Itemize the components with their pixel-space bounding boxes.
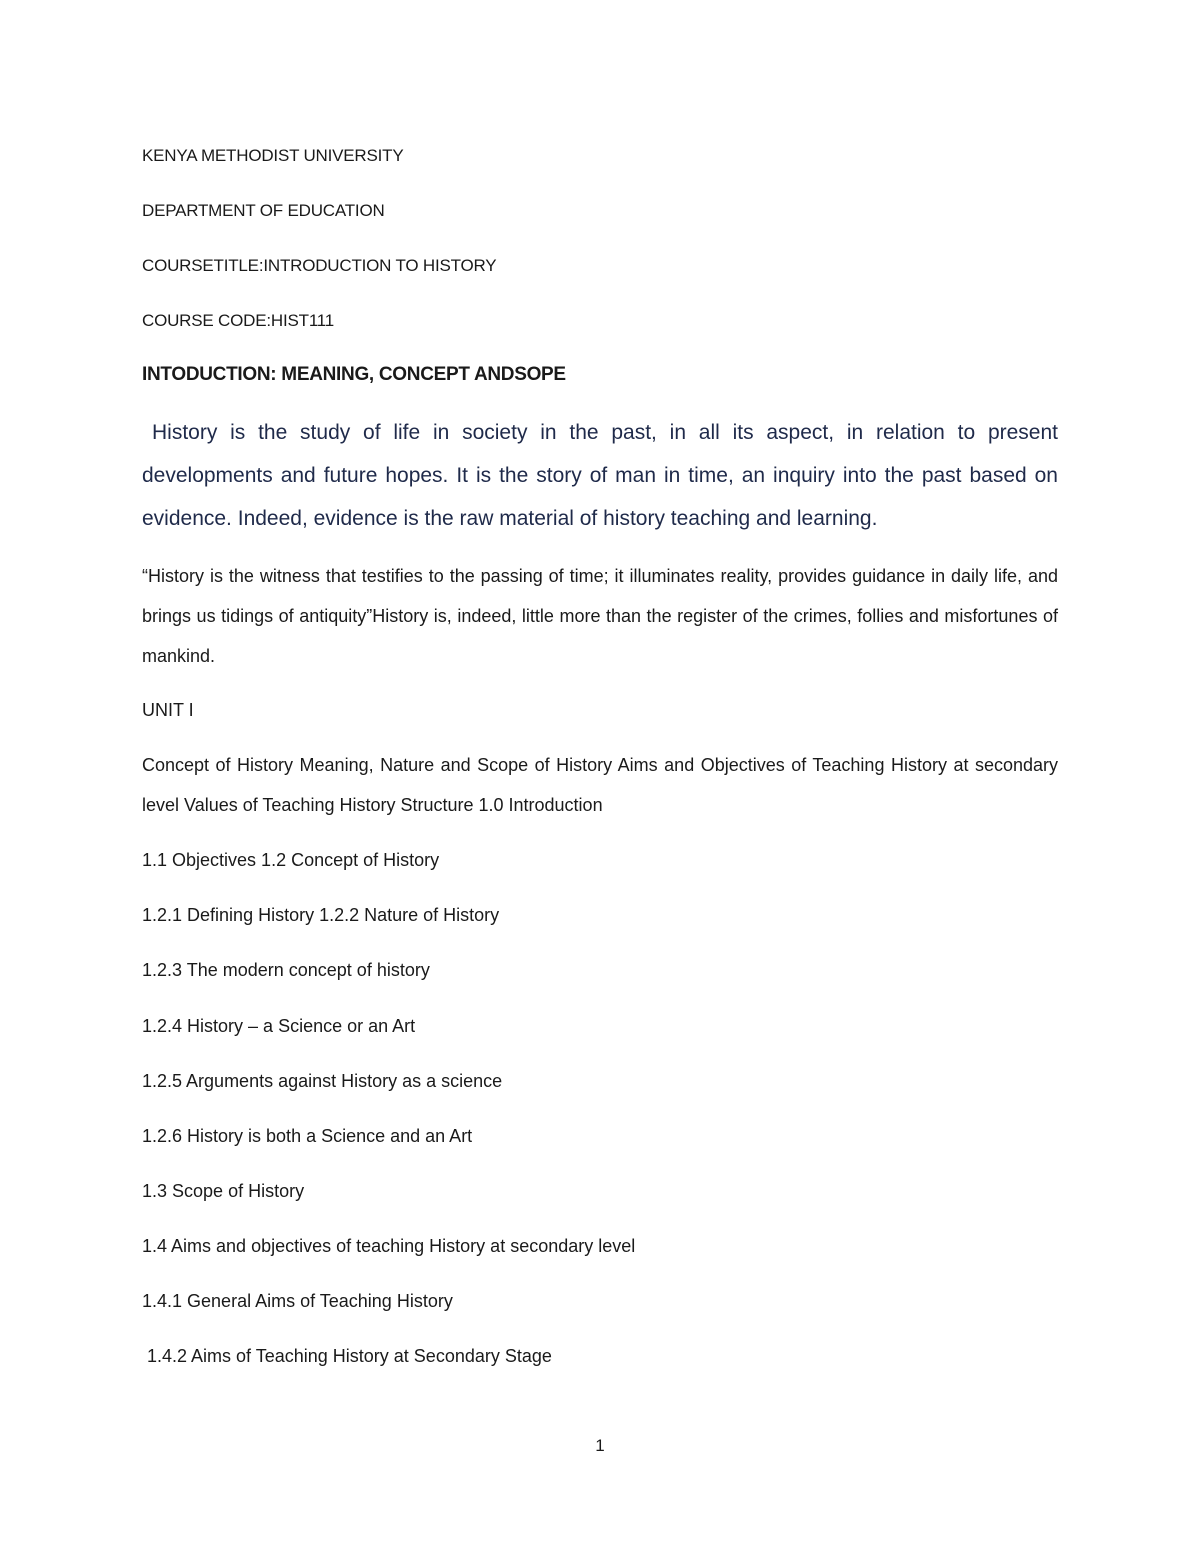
section-heading: INTODUCTION: MEANING, CONCEPT ANDSOPE <box>142 364 566 385</box>
unit-summary: Concept of History Meaning, Nature and Scope of History Aims and Objectives of Teaching History at secondary level Values of Teaching History Structure 1.0 Introduction <box>142 755 1058 815</box>
toc-item: 1.2.4 History – a Science or an Art <box>142 1016 416 1036</box>
unit-title: UNIT I <box>142 700 194 720</box>
toc-item: 1.2.6 History is both a Science and an Art <box>142 1126 473 1146</box>
toc-item: 1.4 Aims and objectives of teaching History at secondary level <box>142 1236 636 1256</box>
page-number: 1 <box>595 1436 605 1455</box>
course-title: COURSETITLE:INTRODUCTION TO HISTORY <box>142 256 497 275</box>
toc-item: 1.4.2 Aims of Teaching History at Secondary Stage <box>142 1346 552 1366</box>
toc-item: 1.2.3 The modern concept of history <box>142 960 430 980</box>
toc-item: 1.2.1 Defining History 1.2.2 Nature of History <box>142 905 500 925</box>
course-code: COURSE CODE:HIST111 <box>142 311 335 330</box>
quote-paragraph: “History is the witness that testifies to the passing of time; it illuminates reality, provides guidance in daily life, and brings us tidings of antiquity”History is, indeed, little more than the register of the crimes, follies and misfortunes of mankind. <box>142 566 1058 666</box>
intro-paragraph: History is the study of life in society in the past, in all its aspect, in relation to present developments and future hopes. It is the story of man in time, an inquiry into the past based on evidence. Indeed, evidence is the raw material of history teaching and learning. <box>142 421 1058 530</box>
toc-item: 1.4.1 General Aims of Teaching History <box>142 1291 453 1311</box>
university-name: KENYA METHODIST UNIVERSITY <box>142 146 404 165</box>
toc-item: 1.1 Objectives 1.2 Concept of History <box>142 850 440 870</box>
department-name: DEPARTMENT OF EDUCATION <box>142 201 385 220</box>
toc-item: 1.2.5 Arguments against History as a science <box>142 1071 503 1091</box>
toc-item: 1.3 Scope of History <box>142 1181 305 1201</box>
